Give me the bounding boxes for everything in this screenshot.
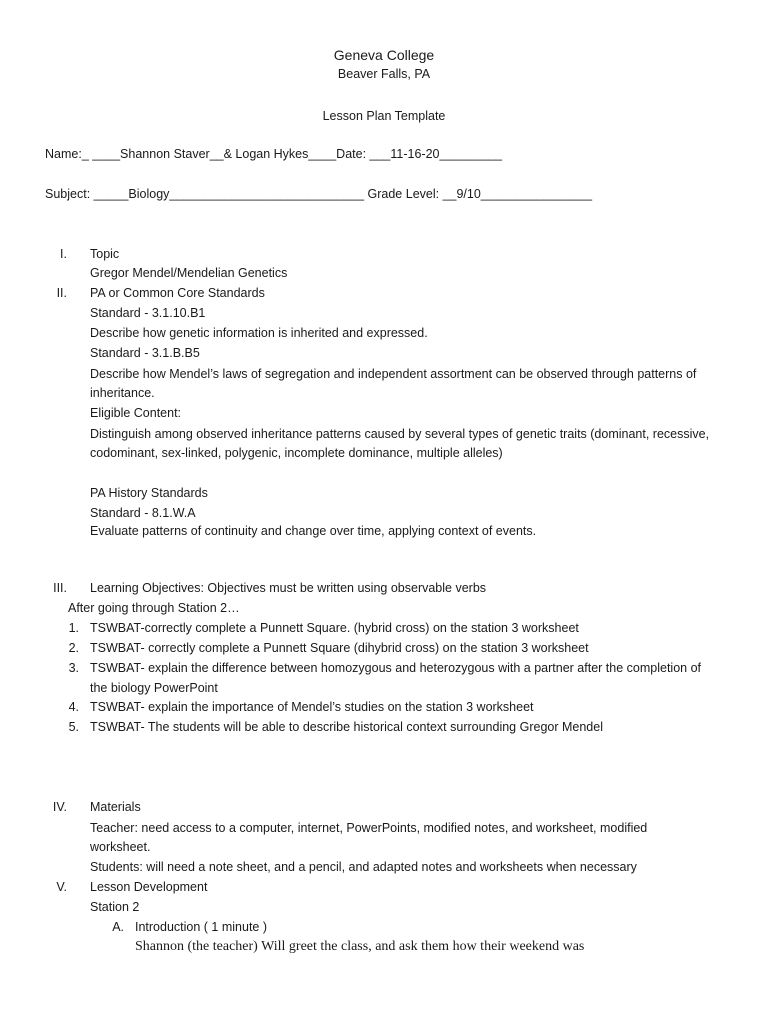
standard-description: inheritance.: [90, 386, 155, 400]
materials-teacher: Teacher: need access to a computer, internet, PowerPoints, modified notes, and worksheet, modified: [90, 821, 648, 835]
objective-number: 4.: [68, 700, 79, 714]
objective-text: TSWBAT- correctly complete a Punnett Square (dihybrid cross) on the station 3 worksheet: [90, 641, 589, 655]
subsection-title: Introduction ( 1 minute ): [135, 920, 268, 934]
section-number: II.: [56, 286, 67, 300]
name-date-line: Name:_ ____Shannon Staver__& Logan Hykes____Date: ___11-16-20_________: [45, 147, 503, 161]
materials-students: Students: will need a note sheet, and a pencil, and adapted notes and worksheets when necessary: [90, 860, 637, 874]
section-number: III.: [53, 581, 67, 595]
subject-grade-line: Subject: _____Biology____________________________ Grade Level: __9/10________________: [45, 187, 593, 201]
section-title: Learning Objectives: Objectives must be written using observable verbs: [90, 581, 487, 595]
standard-code: Standard - 3.1.B.B5: [90, 346, 200, 360]
objective-number: 1.: [68, 621, 79, 635]
objective-text: TSWBAT- The students will be able to describe historical context surrounding Gregor Mendel: [90, 720, 603, 734]
college-location: Beaver Falls, PA: [337, 67, 431, 81]
eligible-content-text: codominant, sex-linked, polygenic, incomplete dominance, multiple alleles): [90, 446, 503, 460]
objective-text: the biology PowerPoint: [90, 681, 218, 695]
standard-code: Standard - 3.1.10.B1: [90, 306, 206, 320]
subsection-letter: A.: [112, 920, 124, 934]
standard-description: Describe how Mendel’s laws of segregation and independent assortment can be observed through patterns of: [90, 367, 697, 381]
materials-teacher: worksheet.: [90, 840, 151, 854]
section-title: Topic: [90, 247, 120, 261]
section-number: V.: [56, 880, 67, 894]
section-title: Lesson Development: [90, 880, 208, 894]
objective-number: 5.: [68, 720, 79, 734]
section-number: IV.: [52, 800, 67, 814]
college-name: Geneva College: [333, 47, 435, 63]
document-title: Lesson Plan Template: [322, 109, 446, 123]
eligible-content-label: Eligible Content:: [90, 406, 182, 420]
objectives-intro: After going through Station 2…: [68, 601, 240, 615]
objective-text: TSWBAT-correctly complete a Punnett Square. (hybrid cross) on the station 3 worksheet: [90, 621, 579, 635]
topic-text: Gregor Mendel/Mendelian Genetics: [90, 266, 288, 280]
section-title: Materials: [90, 800, 141, 814]
introduction-text: Shannon (the teacher) Will greet the class, and ask them how their weekend was: [135, 939, 585, 954]
objective-number: 3.: [68, 661, 79, 675]
objective-text: TSWBAT- explain the importance of Mendel’s studies on the station 3 worksheet: [90, 700, 534, 714]
objective-number: 2.: [68, 641, 79, 655]
section-number: I.: [60, 247, 67, 261]
eligible-content-text: Distinguish among observed inheritance patterns caused by several types of genetic traits (dominant, recessive,: [90, 427, 710, 441]
objective-text: TSWBAT- explain the difference between homozygous and heterozygous with a partner after the completion of: [90, 661, 701, 675]
standard-code: Standard - 8.1.W.A: [90, 506, 196, 520]
standard-description: Evaluate patterns of continuity and change over time, applying context of events.: [90, 524, 537, 538]
station-label: Station 2: [90, 900, 140, 914]
standard-description: Describe how genetic information is inherited and expressed.: [90, 326, 428, 340]
section-title: PA or Common Core Standards: [90, 286, 265, 300]
history-standards-title: PA History Standards: [90, 486, 208, 500]
